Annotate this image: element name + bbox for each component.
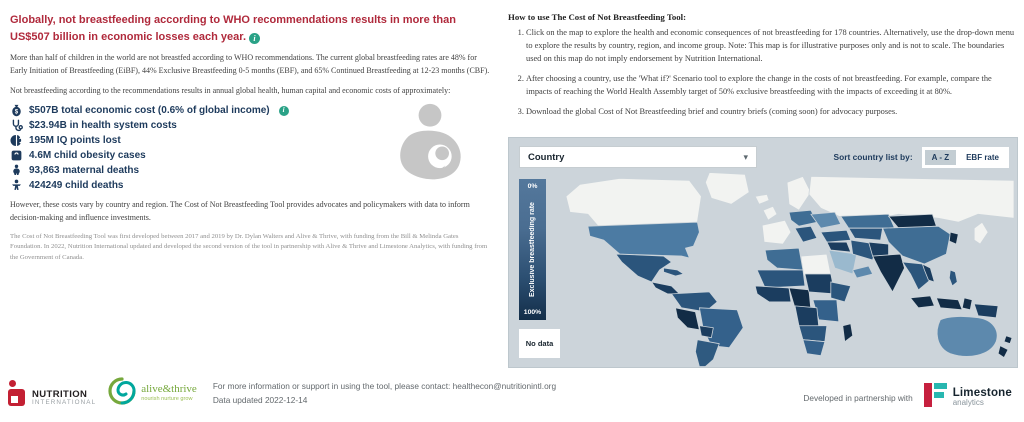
breastfeeding-icon	[392, 98, 468, 204]
stethoscope-icon	[10, 119, 23, 132]
stat-text: 4.6M child obesity cases	[29, 150, 146, 162]
limestone-icon	[922, 382, 948, 413]
country-dropdown-value: Country	[528, 151, 565, 163]
stat-health-system-costs	[10, 119, 400, 132]
stat-child-obesity	[10, 149, 400, 162]
data-updated-text: Data updated 2022-12-14	[212, 394, 308, 405]
chevron-down-icon: ▾	[743, 151, 748, 162]
intro-paragraph-3: However, these costs vary by country and region. The Cost of Not Breastfeeding Tool provides advocates and policymakers with data to inform decision-making and influence investments.	[10, 200, 470, 223]
country-dropdown[interactable]	[519, 146, 757, 168]
limestone-analytics-logo	[922, 382, 1012, 413]
map-panel	[508, 137, 1018, 368]
howto-step-3: 3. Download the global Cost of Not Breastfeeding brief and country briefs (coming soon) for advocacy purposes.	[526, 105, 1018, 118]
stat-maternal-deaths	[10, 164, 400, 177]
footer-left	[8, 377, 556, 410]
cost-stats-list	[10, 104, 400, 192]
stat-text: $23.94B in health system costs	[29, 120, 177, 132]
brain-icon	[10, 134, 23, 147]
legend-max-label: 100%	[523, 309, 542, 316]
partnership-text: Developed in partnership with	[803, 392, 913, 403]
world-choropleth-map[interactable]	[560, 170, 1018, 367]
money-bag-icon	[10, 104, 23, 117]
sort-label: Sort country list by:	[833, 152, 913, 162]
stat-total-economic-cost	[10, 104, 400, 117]
page-title-text: Globally, not breastfeeding according to WHO recommendations results in more than US$507 billion in economic losses each year.	[10, 14, 456, 43]
sort-az-button[interactable]: A - Z	[925, 150, 956, 165]
contact-text[interactable]: For more information or support in using the tool, please contact: healthecon@nutritionintl.org	[212, 380, 557, 391]
howto-step-2: 2. After choosing a country, use the 'What if?' Scenario tool to explore the change in the costs of not breastfeeding. For example, compare the impacts of reaching the World Health Assembly target of 50% exclusive breastfeeding with the impacts of exceeding it at 80%.	[526, 72, 1018, 98]
alive-thrive-icon	[108, 377, 136, 410]
sort-buttons	[922, 147, 1009, 168]
ebf-rate-legend	[519, 179, 546, 320]
nutrition-international-logo	[8, 380, 96, 407]
stat-iq-points	[10, 134, 400, 147]
sort-ebf-rate-button[interactable]: EBF rate	[959, 150, 1006, 165]
legend-min-label: 0%	[527, 183, 538, 190]
info-icon[interactable]: i	[249, 33, 260, 44]
intro-paragraph-1: More than half of children in the world are not breastfed according to WHO recommendations. The current global breastfeeding rates are 48% for Early Initiation of Breastfeeding (EiBF), 44% Exclusive Breastfeeding 0-5 months (EBF), and 65% Continued Breastfeeding at 12-23 months (CBF).	[10, 53, 490, 75]
alive-thrive-tagline: nourish nurture grow	[141, 395, 193, 402]
alive-thrive-logo	[108, 377, 197, 410]
legend-no-data: No data	[519, 329, 560, 358]
legend-axis-label: Exclusive breastfeeding rate	[529, 202, 536, 297]
stat-text: $507B total economic cost (0.6% of global income)	[29, 105, 270, 117]
footer	[0, 368, 1024, 422]
tool-history-footnote: The Cost of Not Breastfeeding Tool was first developed between 2017 and 2019 by Dr. Dylan Walters and Alive & Thrive, with funding from the Bill & Melinda Gates Foundation. In 2022, Nutrition International updated and developed the second version of the tool in partnership with Alive & Thrive and Limestone Analytics, with funding from the Government of Canada.	[10, 232, 488, 261]
info-icon[interactable]: i	[279, 106, 289, 116]
scale-icon	[10, 149, 23, 162]
stat-text: 424249 child deaths	[29, 180, 124, 192]
howto-heading: How to use The Cost of Not Breastfeeding Tool:	[508, 12, 687, 22]
child-icon	[10, 179, 23, 192]
map-controls	[519, 145, 1009, 169]
howto-section	[508, 8, 1018, 125]
nutrition-international-icon	[8, 380, 28, 407]
howto-step-1: 1. Click on the map to explore the health and economic consequences of not breastfeeding for 178 countries. Alternatively, use the drop-down menu to explore the results by country, region, and income group. Note: This map is for illustrative purposes only and is not to scale. The boundaries used on this map do not imply endorsement by Nutrition International.	[526, 26, 1018, 65]
howto-steps	[508, 26, 1018, 118]
intro-paragraph-2: Not breastfeeding according to the recommendations results in annual global health, human capital and economic costs of approximately:	[10, 85, 451, 95]
page-title	[10, 12, 494, 45]
sort-area	[834, 147, 1010, 168]
limestone-subtitle: analytics	[952, 398, 984, 408]
ni-logo-line1: NUTRITION	[32, 388, 88, 400]
stat-text: 93,863 maternal deaths	[29, 165, 140, 177]
alive-thrive-name: alive&thrive	[141, 383, 197, 396]
ni-logo-line2: INTERNATIONAL	[32, 399, 97, 407]
limestone-name: Limestone	[952, 387, 1012, 400]
svg-text:$: $	[14, 108, 19, 116]
footer-right	[803, 382, 1012, 413]
stat-text: 195M IQ points lost	[29, 135, 121, 147]
maternal-icon	[10, 164, 23, 177]
stat-child-deaths	[10, 179, 400, 192]
